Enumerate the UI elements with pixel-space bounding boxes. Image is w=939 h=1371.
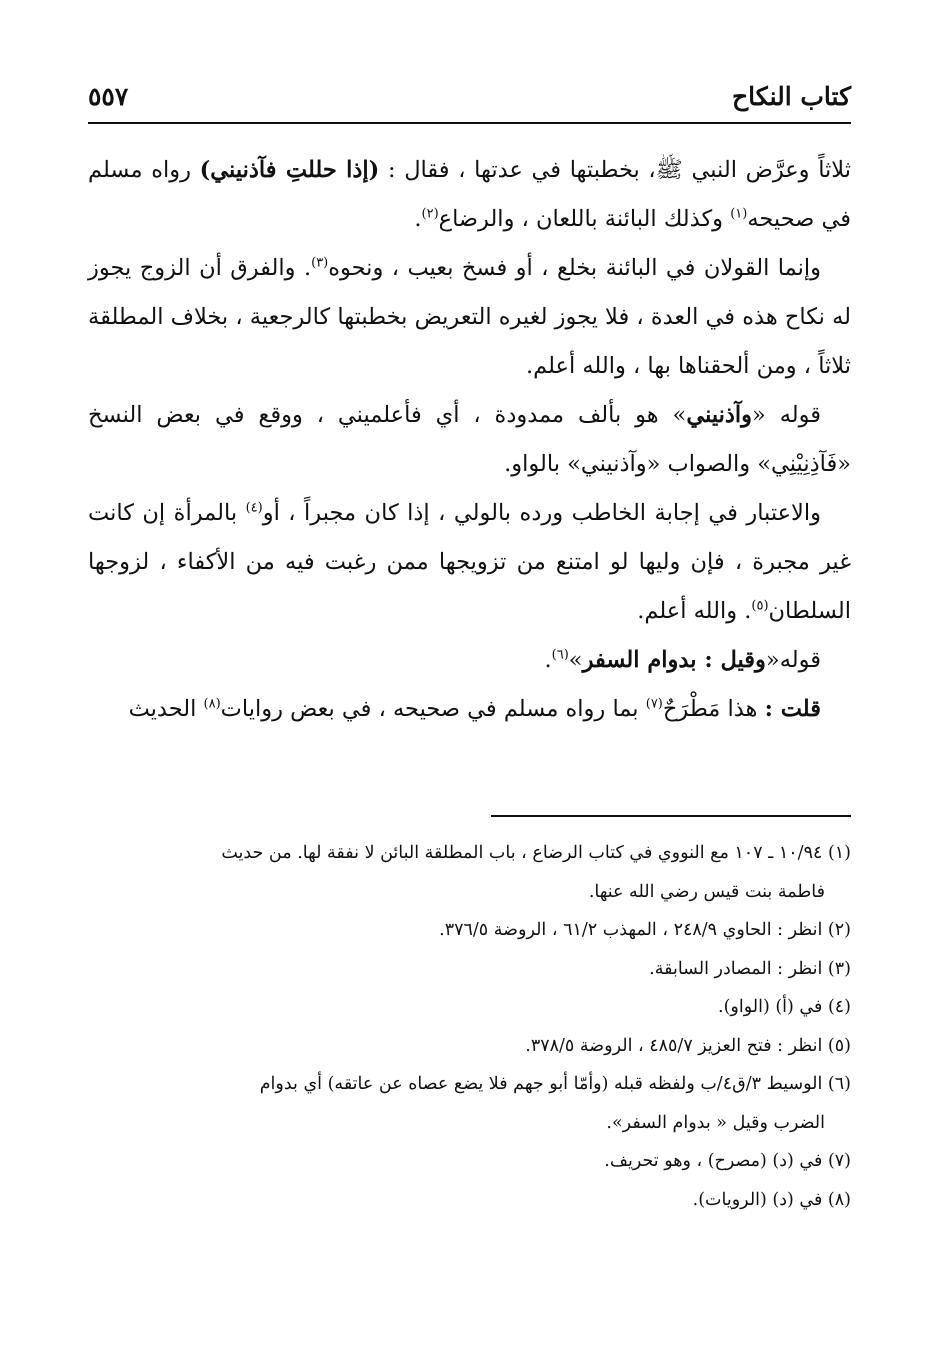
text-run: . والفرق أن الزوج يجوز له نكاح هذه في العدة ، فلا يجوز لغيره التعريض بخطبتها كالرجعية ، بخلاف المطلقة ثلاثاً ، ومن ألحقناها بها ، والله أعلم. xyxy=(88,255,851,379)
footnote-ref-4: (٤) xyxy=(245,500,263,516)
footnote-ref-8: (٨) xyxy=(203,696,221,712)
main-text xyxy=(88,146,851,734)
text-run: » xyxy=(568,647,583,673)
text-run: الحديث xyxy=(128,696,197,722)
footnote-ref-7: (٧) xyxy=(645,696,663,712)
text-run: . xyxy=(414,206,422,232)
footnote-ref-6: (٦) xyxy=(551,647,569,663)
text-run: وإنما القولان في البائنة بخلع ، أو فسخ بعيب ، ونحوه xyxy=(328,255,822,281)
footnote-3: (٣) انظر : المصادر السابقة. xyxy=(649,958,851,979)
footnote-6-continuation: الضرب وقيل « بدوام السفر». xyxy=(606,1112,825,1133)
page-number: ٥٥٧ xyxy=(88,82,129,111)
quoted-word: وآذنيني xyxy=(686,402,753,428)
footnotes xyxy=(88,834,851,1219)
text-run: . والله أعلم. xyxy=(637,598,752,624)
footnote-7: (٧) في (د) (مصرح) ، وهو تحريف. xyxy=(604,1151,851,1171)
text-run: » هو بألف ممدودة ، أي فأعلميني ، ووقع في بعض النسخ «فَآذِنِيْنِي» والصواب «وآذنيني» بالواو. xyxy=(88,402,851,477)
text-run: . xyxy=(544,647,552,673)
text-run: بما رواه مسلم في صحيحه ، في بعض روايات xyxy=(220,696,639,722)
footnote-ref-1: (١) xyxy=(730,206,748,222)
text-run: بالمرأة إن كانت غير مجبرة ، فإن وليها لو امتنع من تزويجها ممن رغبت فيه من الأكفاء ، لزوجها السلطان xyxy=(88,500,851,624)
quoted-phrase: وقيل : بدوام السفر xyxy=(582,647,766,673)
hadith-quote: (إذا حللتِ فآذنيني) xyxy=(199,157,380,183)
footnote-separator xyxy=(491,815,851,817)
footnote-ref-5: (٥) xyxy=(751,598,769,614)
paragraph-1 xyxy=(88,146,851,244)
footnote-2: (٢) انظر : الحاوي ٢٤٨/٩ ، المهذب ٦١/٢ ، الروضة ٣٧٦/٥. xyxy=(439,920,851,940)
qultu-label: قلت : xyxy=(764,696,821,722)
paragraph-5 xyxy=(88,636,851,685)
text-run: قوله« xyxy=(765,647,821,673)
text-run: والاعتبار في إجابة الخاطب ورده بالولي ، إذا كان مجبراً ، أو xyxy=(262,500,822,526)
running-title: كتاب النكاح xyxy=(732,82,851,111)
text-run: رواه مسلم في صحيحه xyxy=(88,157,851,232)
text-run: قوله « xyxy=(752,402,822,428)
text-run: ثلاثاً وعرَّض النبي ﷺ، بخطبتها في عدتها ، فقال : xyxy=(387,157,851,183)
page-header xyxy=(88,72,851,124)
paragraph-2 xyxy=(88,244,851,391)
footnote-1-continuation: فاطمة بنت قيس رضي الله عنها. xyxy=(588,881,825,902)
footnote-6: (٦) الوسيط ٣/ق٤/ب ولفظه قبله (وأمّا أبو جهم فلا يضع عصاه عن عاتقه) أي بدوام xyxy=(259,1074,851,1094)
footnote-1: (١) ١٠/٩٤ ـ ١٠٧ مع النووي في كتاب الرضاع ، باب المطلقة البائن لا نفقة لها. من حديث xyxy=(221,843,851,863)
paragraph-4 xyxy=(88,489,851,636)
footnote-ref-2: (٢) xyxy=(421,206,439,222)
footnote-ref-3: (٣) xyxy=(311,255,329,271)
text-run: وكذلك البائنة باللعان ، والرضاع xyxy=(438,206,724,232)
footnote-5: (٥) انظر : فتح العزيز ٤٨٥/٧ ، الروضة ٣٧٨/٥. xyxy=(525,1035,851,1056)
footnote-8: (٨) في (د) (الرويات). xyxy=(692,1189,851,1210)
paragraph-3 xyxy=(88,391,851,489)
text-run: هذا مَطْرَحٌ xyxy=(662,696,758,722)
footnote-4: (٤) في (أ) (الواو). xyxy=(718,997,851,1017)
paragraph-6 xyxy=(88,685,851,734)
